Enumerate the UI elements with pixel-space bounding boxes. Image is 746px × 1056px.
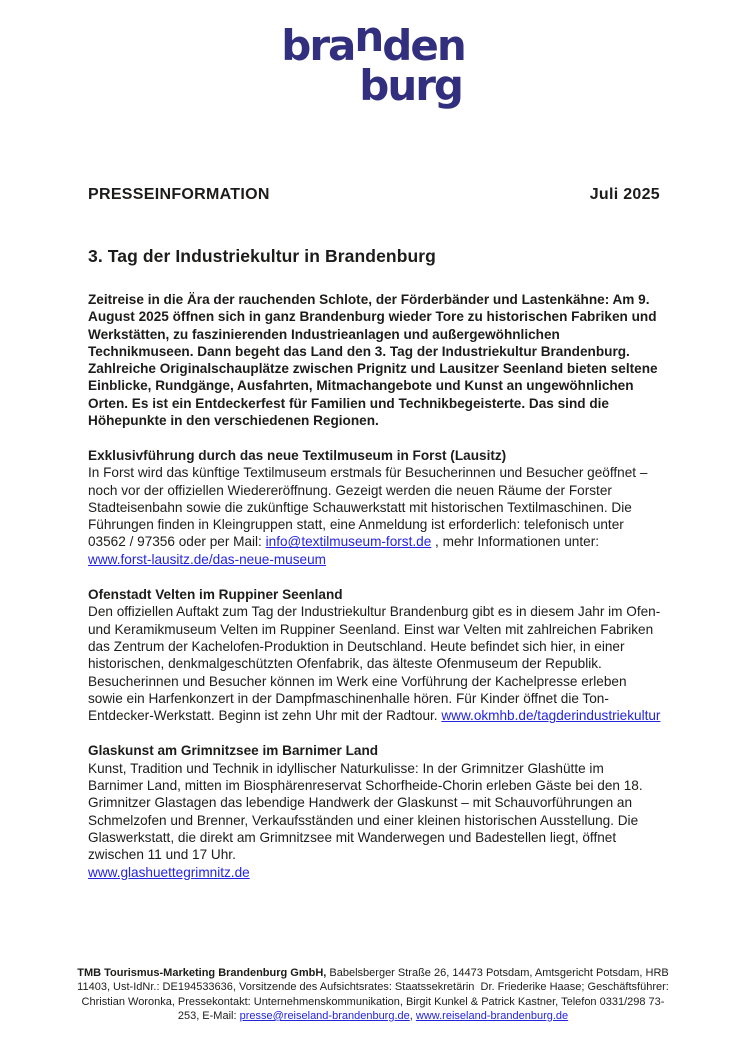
footer-text: , [409,1009,416,1022]
section-body [88,760,662,881]
section-link[interactable]: www.okmhb.de/tagderindustriekultur [441,708,661,724]
section-heading: Glaskunst am Grimnitzsee im Barnimer Land [88,743,379,759]
footer-link[interactable]: www.reiseland-brandenburg.de [415,1009,569,1022]
intro-paragraph: Zeitreise in die Ära der rauchenden Schlote, der Förderbänder und Lastenkähne: Am 9. August 2025 öffnen sich in ganz Brandenburg wieder Tore zu historischen Fabriken und Werkstätten, zu faszinierenden Industrieanlagen und außergewöhnlichen Technikmuseen. Dann begeht das Land den 3. Tag der Industriekultur Brandenburg. Zahlreiche Originalschauplätze zwischen Prignitz und Lausitzer Seenland bieten seltene Einblicke, Rundgänge, Ausfahrten, Mitmachangebote und Kunst an ungewöhnlichen Orten. Es ist ein Entdeckerfest für Familien und Technikbegeisterte. Das sind die Höhepunkte in den verschiedenen Regionen. [88,292,658,429]
section-text: Den offiziellen Auftakt zum Tag der Industriekultur Brandenburg gibt es in diesem Jahr im Ofen- und Keramikmuseum Velten im Ruppiner Seenland. Einst war Velten mit zahlreichen Fabriken das Zentrum der Kachelofen-Produktion in Deutschland. Heute befindet sich hier, in einer historischen, denkmalgeschützten Ofenfabrik, das älteste Ofenmuseum der Republik. Besucherinnen und Besucher können im Werk eine Vorführung der Kachelpresse erleben sowie ein Harfenkonzert in der Dampfmaschinenhalle hören. Für Kinder öffnet die Ton-Entdecker-Werkstatt. Beginn ist zehn Uhr mit der Radtour. [88,604,661,724]
brandenburg-logo [281,12,465,110]
press-information-label: PRESSEINFORMATION [88,186,270,203]
footer-text: Babelsberger Straße 26, 14473 Potsdam, Amtsgericht Potsdam, HRB 11403, Ust-IdNr.: DE194533636, Vorsitzende des Aufsichtsrates: Staatssekretärin Dr. Friederike Haase; Geschäftsführer: Christian Woronka, Pressekontakt: Unternehmenskommunikation, Birgit Kunkel & Patrick Kastner, Telefon 0331/298 73-253, E-Mail: [77,967,669,1022]
issue-date: Juli 2025 [589,186,660,203]
section-heading: Exklusivführung durch das neue Textilmuseum in Forst (Lausitz) [88,448,507,463]
logo-text-part: den [382,21,465,70]
logo-line-1 [281,12,465,70]
section-1 [88,447,662,568]
section-heading: Ofenstadt Velten im Ruppiner Seenland [88,587,343,603]
section-link[interactable]: www.glashuettegrimnitz.de [88,864,250,880]
section-3 [88,742,662,880]
footer-bold-text: TMB Tourismus-Marketing Brandenburg GmbH, [77,967,327,979]
sections-container [88,447,662,899]
section-body [88,464,662,568]
section-link[interactable]: www.forst-lausitz.de/das-neue-museum [88,551,326,567]
section-2 [88,586,662,724]
section-text: In Forst wird das künftige Textilmuseum erstmals für Besucherinnen und Besucher geöffnet – noch vor der offiziellen Wiedereröffnung. Gezeigt werden die neuen Räume der Forster Stadteisenbahn sowie die zukünftige Schauwerkstatt mit historischen Textilmaschinen. Die Führungen finden in Kleingruppen statt, eine Anmeldung ist erforderlich: telefonisch unter 03562 / 97356 oder per Mail: [88,465,648,550]
page-title: 3. Tag der Industriekultur in Brandenburg [88,246,436,266]
logo-text-part: bra [281,21,355,70]
logo-raised-letter: n [354,12,383,61]
section-text: , mehr Informationen unter: [431,534,600,550]
logo-line-2: burg [359,61,463,110]
footer-imprint [73,966,673,1023]
section-body [88,603,662,724]
section-link[interactable]: info@textilmuseum-forst.de [265,534,432,550]
footer-link[interactable]: presse@reiseland-brandenburg.de [239,1009,410,1022]
header-row [88,186,660,204]
section-text: Kunst, Tradition und Technik in idyllischer Naturkulisse: In der Grimnitzer Glashütte im Barnimer Land, mitten im Biosphärenreservat Schorfheide-Chorin erleben Gäste bei den 18. Grimnitzer Glastagen das lebendige Handwerk der Glaskunst – mit Schauvorführungen an Schmelzofen und Brenner, Verkaufsständen und einer kleinen historischen Ausstellung. Die Glaswerkstatt, die direkt am Grimnitzsee mit Wanderwegen und Badestellen liegt, öffnet zwischen 11 und 17 Uhr. [88,760,643,863]
